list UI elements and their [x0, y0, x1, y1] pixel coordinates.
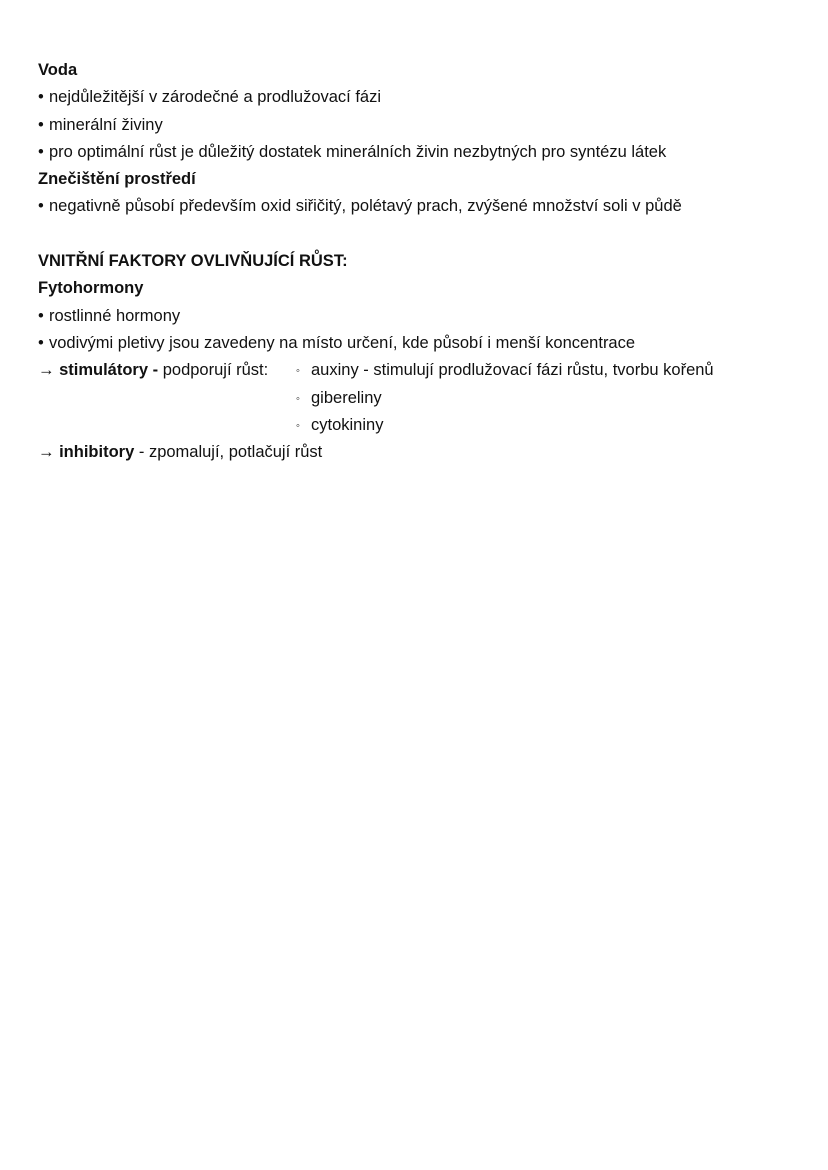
stimulator-item-row	[38, 385, 808, 412]
stimulators-row	[38, 357, 808, 384]
phytohormones-heading: Fytohormony	[38, 279, 144, 298]
internal-factors-title: VNITŘNÍ FAKTORY OVLIVŇUJÍCÍ RŮST:	[38, 252, 348, 271]
voda-item-text: pro optimální růst je důležitý dostatek minerálních živin nezbytných pro syntézu látek	[49, 142, 667, 161]
bullet-icon: •	[38, 115, 44, 134]
voda-item-text: minerální živiny	[49, 115, 163, 134]
bullet-icon: •	[38, 197, 44, 216]
stimulator-item: cytokininy	[311, 415, 384, 434]
phyto-item	[38, 303, 808, 330]
stimulators-lead	[38, 357, 296, 384]
bullet-icon: •	[38, 142, 44, 161]
pollution-item-text: negativně působí především oxid siřičitý, polétavý prach, zvýšené množství soli v půdě	[49, 197, 682, 216]
stimulators-label: stimulátory -	[59, 361, 159, 380]
section-spacer	[38, 221, 808, 248]
voda-item	[38, 112, 808, 139]
phyto-item-text: rostlinné hormony	[49, 306, 181, 325]
pollution-heading: Znečištění prostředí	[38, 170, 196, 189]
circle-bullet-icon: ◦	[296, 419, 300, 432]
pollution-item	[38, 193, 808, 220]
inhibitors-label: inhibitory	[59, 443, 135, 462]
bullet-icon: •	[38, 88, 44, 107]
bullet-icon: •	[38, 306, 44, 325]
stimulator-item: auxiny - stimulují prodlužovací fázi růstu, tvorbu kořenů	[311, 361, 714, 380]
stimulators-desc: podporují růst:	[162, 361, 269, 380]
arrow-icon: →	[38, 361, 55, 380]
phyto-item-text: vodivými pletivy jsou zavedeny na místo určení, kde působí i menší koncentrace	[49, 333, 636, 352]
voda-item	[38, 139, 808, 166]
circle-bullet-icon: ◦	[296, 392, 300, 405]
phyto-item	[38, 330, 808, 357]
document-page	[38, 57, 808, 466]
stimulator-item-row	[38, 412, 808, 439]
stimulator-item: gibereliny	[311, 388, 382, 407]
inhibitors-row	[38, 439, 808, 466]
inhibitors-desc: - zpomalují, potlačují růst	[138, 443, 323, 462]
voda-item	[38, 84, 808, 111]
arrow-icon: →	[38, 443, 55, 462]
circle-bullet-icon: ◦	[296, 365, 300, 378]
voda-heading: Voda	[38, 61, 78, 79]
voda-item-text: nejdůležitější v zárodečné a prodlužovací fázi	[49, 88, 382, 107]
bullet-icon: •	[38, 333, 44, 352]
